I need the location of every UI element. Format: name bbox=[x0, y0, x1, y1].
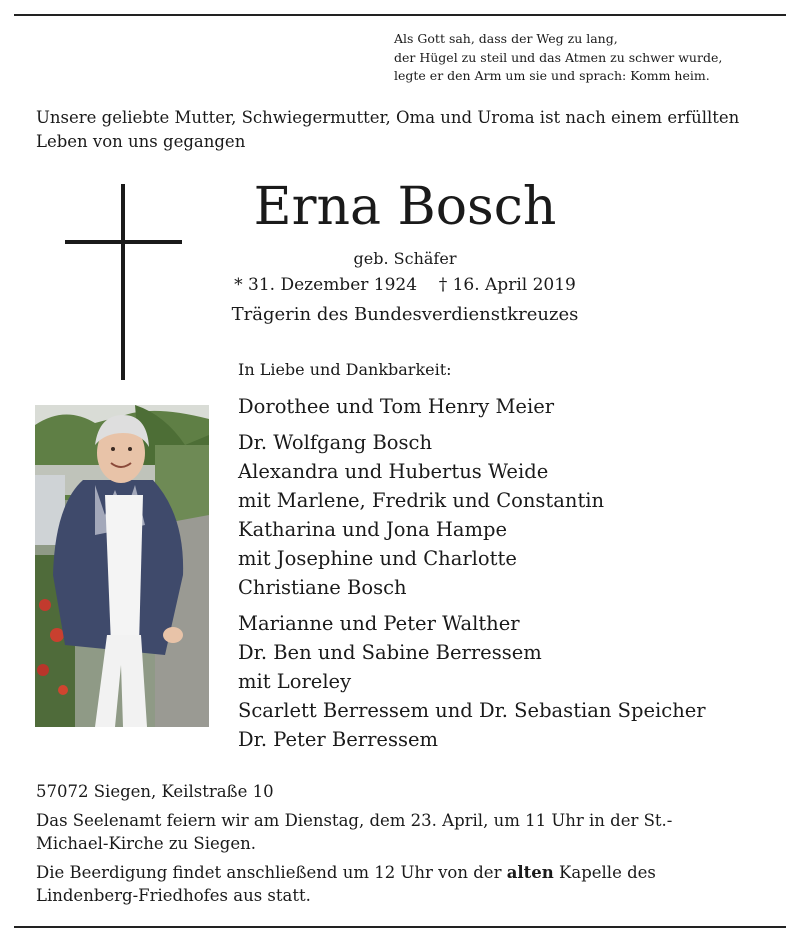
mourner-line: Alexandra und Hubertus Weide bbox=[238, 460, 549, 483]
burial-notice bbox=[36, 861, 736, 907]
address: 57072 Siegen, Keilstraße 10 bbox=[36, 782, 274, 801]
mourner-line: Scarlett Berressem und Dr. Sebastian Speicher bbox=[238, 699, 706, 722]
mourner-line: mit Loreley bbox=[238, 670, 352, 693]
poem bbox=[394, 30, 722, 86]
mourners-list bbox=[238, 392, 706, 754]
portrait-photo bbox=[35, 405, 209, 727]
mourner-line: Marianne und Peter Walther bbox=[238, 612, 520, 635]
mourner-line: mit Josephine und Charlotte bbox=[238, 547, 517, 570]
award-line: Trägerin des Bundesverdienstkreuzes bbox=[231, 304, 579, 325]
mourner-group bbox=[238, 392, 706, 421]
poem-line: der Hügel zu steil und das Atmen zu schwer wurde, bbox=[394, 49, 723, 65]
mourner-group bbox=[238, 428, 706, 602]
mourner-line: Dorothee und Tom Henry Meier bbox=[238, 395, 555, 418]
service-notice: Das Seelenamt feiern wir am Dienstag, dem 23. April, um 11 Uhr in der St.-Michael-Kirche zu Siegen. bbox=[36, 811, 673, 853]
mourner-group bbox=[238, 609, 706, 754]
mourner-line: Dr. Peter Berressem bbox=[238, 728, 438, 751]
mourner-line: mit Marlene, Fredrik und Constantin bbox=[238, 489, 605, 512]
mourner-line: Katharina und Jona Hampe bbox=[238, 518, 508, 541]
burial-emphasis: alten bbox=[506, 863, 554, 882]
poem-line: Als Gott sah, dass der Weg zu lang, bbox=[394, 31, 618, 46]
burial-text: Kapelle des Lindenberg-Friedhofes aus statt. bbox=[36, 863, 656, 905]
love-line: In Liebe und Dankbarkeit: bbox=[238, 360, 452, 379]
deceased-name: Erna Bosch bbox=[253, 177, 557, 237]
intro-text: Unsere geliebte Mutter, Schwiegermutter, Oma und Uroma ist nach einem erfüllten Leben von uns gegangen bbox=[36, 108, 740, 151]
mourner-line: Dr. Wolfgang Bosch bbox=[238, 431, 433, 454]
burial-text: Die Beerdigung findet anschließend um 12 Uhr von der bbox=[36, 863, 507, 882]
death-date: † 16. April 2019 bbox=[438, 275, 576, 295]
birth-date: * 31. Dezember 1924 bbox=[234, 275, 418, 295]
mourner-line: Dr. Ben und Sabine Berressem bbox=[238, 641, 542, 664]
life-dates bbox=[150, 273, 660, 297]
birth-name: geb. Schäfer bbox=[353, 249, 457, 268]
poem-line: legte er den Arm um sie und sprach: Komm heim. bbox=[394, 68, 710, 83]
mourner-line: Christiane Bosch bbox=[238, 576, 407, 599]
